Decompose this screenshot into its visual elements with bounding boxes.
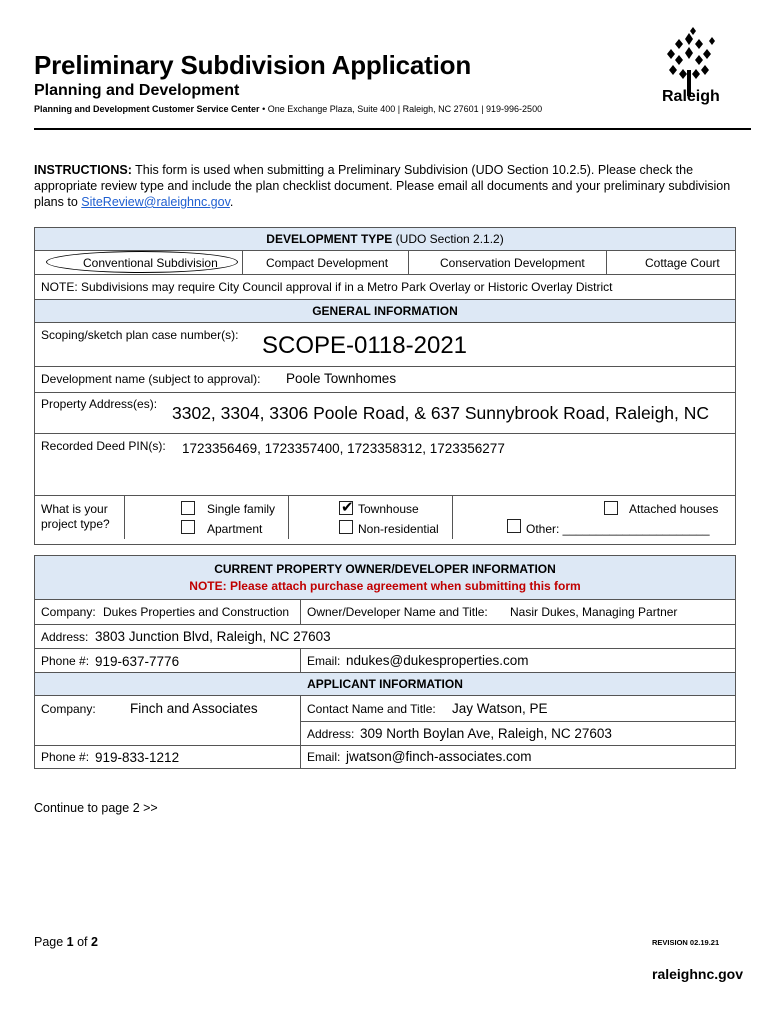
owner-company-input[interactable]: Dukes Properties and Construction xyxy=(103,605,290,619)
owner-address-input[interactable]: 3803 Junction Blvd, Raleigh, NC 27603 xyxy=(95,629,331,644)
devname-label: Development name (subject to approval): xyxy=(41,372,261,386)
applicant-email-label: Email: xyxy=(307,750,341,764)
applicant-name-input[interactable]: Jay Watson, PE xyxy=(452,701,548,716)
applicant-address-input[interactable]: 309 North Boylan Ave, Raleigh, NC 27603 xyxy=(360,726,612,741)
applicant-email-input[interactable]: jwatson@finch-associates.com xyxy=(346,749,532,764)
row-divider xyxy=(34,433,736,434)
col-divider xyxy=(606,251,607,274)
owner-company-label: Company: xyxy=(41,605,96,619)
townhouse-checkbox[interactable] xyxy=(339,501,353,515)
scoping-input[interactable]: SCOPE-0118-2021 xyxy=(262,332,468,359)
owner-phone-input[interactable]: 919-637-7776 xyxy=(95,654,180,669)
option-conservation-development[interactable]: Conservation Development xyxy=(440,256,585,270)
other-label[interactable]: Other: ______________________ xyxy=(526,522,710,536)
checkmark-icon: ✔ xyxy=(341,499,354,516)
col-divider xyxy=(408,251,409,274)
row-divider xyxy=(34,392,736,393)
instructions-text: This form is used when submitting a Preliminary Subdivision (UDO Section 10.2.5). Please check the appropriate review type and include the plan checklist document. Please email all documents and your preliminary subdivision plans to xyxy=(34,163,731,209)
instructions-end: . xyxy=(229,195,234,209)
col-divider xyxy=(124,495,125,539)
col-divider xyxy=(300,696,301,769)
col-divider xyxy=(242,251,243,274)
non-residential-label: Non-residential xyxy=(358,522,439,536)
applicant-address-label: Address: xyxy=(307,727,355,741)
owner-header-note: NOTE: Please attach purchase agreement when submitting this form xyxy=(189,579,581,593)
development-type-header xyxy=(34,227,736,251)
project-type-label-2: project type? xyxy=(41,517,110,531)
development-type-title: DEVELOPMENT TYPE xyxy=(266,232,393,246)
option-compact-development[interactable]: Compact Development xyxy=(266,256,389,270)
applicant-name-label: Contact Name and Title: xyxy=(307,702,436,716)
page-subtitle: Planning and Development xyxy=(34,82,240,99)
col-divider xyxy=(452,495,453,539)
applicant-company-label: Company: xyxy=(41,702,96,716)
pin-input[interactable]: 1723356469, 1723357400, 1723358312, 1723356277 xyxy=(182,441,505,456)
page-title: Preliminary Subdivision Application xyxy=(34,50,472,80)
col-divider xyxy=(288,495,289,539)
col-divider xyxy=(300,648,301,672)
property-address-input[interactable]: 3302, 3304, 3306 Poole Road, & 637 Sunnybrook Road, Raleigh, NC xyxy=(172,403,710,423)
page-number: 1 xyxy=(66,935,74,949)
owner-header xyxy=(34,555,736,600)
col-divider xyxy=(300,600,301,624)
center-name: Planning and Development Customer Service Center xyxy=(34,104,260,114)
development-type-ref: (UDO Section 2.1.2) xyxy=(392,232,504,246)
owner-address-label: Address: xyxy=(41,630,89,644)
row-divider xyxy=(34,745,736,746)
other-checkbox[interactable] xyxy=(507,519,521,533)
row-divider xyxy=(34,274,736,275)
apartment-label: Apartment xyxy=(207,522,263,536)
page-total: 2 xyxy=(91,935,98,949)
development-note: NOTE: Subdivisions may require City Council approval if in a Metro Park Overlay or Historic Overlay District xyxy=(41,280,613,294)
instructions-label: INSTRUCTIONS: xyxy=(34,163,132,177)
page-indicator xyxy=(34,935,98,949)
logo-text: Raleigh xyxy=(662,88,720,105)
applicant-phone-input[interactable]: 919-833-1212 xyxy=(95,750,180,765)
applicant-header: APPLICANT INFORMATION xyxy=(34,672,736,696)
center-address xyxy=(34,104,542,114)
owner-email-label: Email: xyxy=(307,654,341,668)
instructions xyxy=(34,162,734,210)
single-family-label: Single family xyxy=(207,502,276,516)
pin-label: Recorded Deed PIN(s): xyxy=(41,439,166,453)
townhouse-label: Townhouse xyxy=(358,502,419,516)
continue-link[interactable]: Continue to page 2 >> xyxy=(34,801,158,815)
owner-name-input[interactable]: Nasir Dukes, Managing Partner xyxy=(510,605,678,619)
page-of: of xyxy=(73,935,91,949)
row-divider xyxy=(34,366,736,367)
project-type-label-1: What is your xyxy=(41,502,108,516)
option-conventional-subdivision[interactable]: Conventional Subdivision xyxy=(83,256,218,270)
owner-header-title: CURRENT PROPERTY OWNER/DEVELOPER INFORMATION xyxy=(214,562,556,576)
center-contact: • One Exchange Plaza, Suite 400 | Raleigh, NC 27601 | 919-996-2500 xyxy=(259,104,543,114)
site-url: raleighnc.gov xyxy=(652,966,744,982)
attached-houses-label: Attached houses xyxy=(629,502,719,516)
scoping-label: Scoping/sketch plan case number(s): xyxy=(41,328,239,342)
attached-houses-checkbox[interactable] xyxy=(604,501,618,515)
owner-name-label: Owner/Developer Name and Title: xyxy=(307,605,488,619)
revision-label: REVISION 02.19.21 xyxy=(652,938,720,947)
non-residential-checkbox[interactable] xyxy=(339,520,353,534)
applicant-phone-label: Phone #: xyxy=(41,750,90,764)
devname-input[interactable]: Poole Townhomes xyxy=(286,371,397,386)
applicant-company-input[interactable]: Finch and Associates xyxy=(130,701,258,716)
row-divider xyxy=(34,495,736,496)
header-divider xyxy=(34,128,751,130)
single-family-checkbox[interactable] xyxy=(181,501,195,515)
general-info-header: GENERAL INFORMATION xyxy=(34,299,736,323)
owner-phone-label: Phone #: xyxy=(41,654,90,668)
owner-email-input[interactable]: ndukes@dukesproperties.com xyxy=(346,653,529,668)
row-divider xyxy=(34,648,736,649)
row-divider xyxy=(34,624,736,625)
option-cottage-court[interactable]: Cottage Court xyxy=(645,256,720,270)
page-prefix: Page xyxy=(34,935,67,949)
row-divider xyxy=(300,721,736,722)
property-address-label: Property Address(es): xyxy=(41,397,158,411)
apartment-checkbox[interactable] xyxy=(181,520,195,534)
site-review-email-link[interactable]: SiteReview@raleighnc.gov xyxy=(81,195,230,209)
